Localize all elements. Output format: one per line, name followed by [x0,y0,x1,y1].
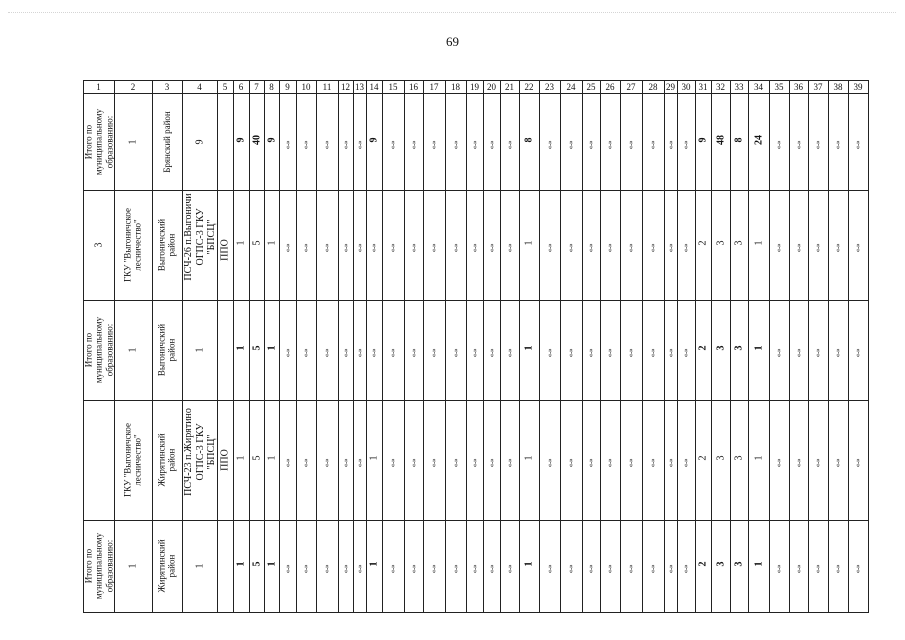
block-itogo-zhiryatino-value-18: «-» [451,564,460,574]
block-zhiryatino-unit-value-19: «-» [470,458,479,468]
column-rule [828,80,829,613]
column-rule [808,80,809,613]
block-itogo-bryansk-value-26: «-» [605,140,614,149]
block-itogo-bryansk-value-34: 24 [752,134,764,145]
column-rule [423,80,424,613]
column-header-39: 39 [853,82,863,92]
block-vygonichi-unit-value-22: 1 [523,240,535,246]
table-top-rule [83,80,869,81]
block-itogo-vygonichi-value-18: «-» [451,348,460,358]
block-itogo-zhiryatino-value-39: «-» [853,564,862,574]
column-rule [404,80,405,613]
block-itogo-zhiryatino-value-16: «-» [409,564,418,574]
block-itogo-zhiryatino-value-28: «-» [648,564,657,574]
block-vygonichi-unit-value-34: 1 [752,240,764,246]
block-vygonichi-unit-value-33: 3 [733,240,745,246]
block-vygonichi-unit-value-6: 1 [235,240,247,246]
block-itogo-bryansk-value-37: «-» [813,140,822,149]
block-itogo-vygonichi-value-34: 1 [752,345,764,351]
column-rule [500,80,501,613]
block-vygonichi-unit-value-27: «-» [626,243,635,253]
column-header-3: 3 [164,82,170,92]
column-header-17: 17 [429,82,439,92]
column-rule [848,80,849,613]
block-itogo-bryansk-value-33: 8 [733,137,745,142]
block-itogo-bryansk-value-7: 40 [250,134,262,145]
block-itogo-zhiryatino-value-10: «-» [301,564,310,574]
block-zhiryatino-unit-value-16: «-» [409,458,418,468]
block-zhiryatino-unit-value-18: «-» [451,458,460,468]
block-vygonichi-unit-value-36: «-» [794,243,803,253]
block-zhiryatino-unit-value-8: 1 [265,455,277,461]
block-itogo-bryansk-value-21: «-» [505,140,514,149]
block-vygonichi-unit-value-30: «-» [681,243,690,253]
block-zhiryatino-unit-value-10: «-» [301,458,310,468]
block-zhiryatino-unit-value-14: 1 [368,455,380,461]
block-itogo-zhiryatino-value-13: «-» [355,564,364,574]
block-itogo-vygonichi-value-11: «-» [322,348,331,358]
block-itogo-vygonichi-value-36: «-» [794,348,803,358]
block-itogo-zhiryatino-value-24: «-» [566,564,575,574]
column-header-28: 28 [648,82,658,92]
block-vygonichi-unit-value-38: «-» [833,243,842,253]
block-itogo-zhiryatino-value-22: 1 [523,561,535,567]
column-rule [279,80,280,613]
column-rule [539,80,540,613]
block-itogo-vygonichi-value-9: «-» [283,348,292,358]
block-rule [83,300,869,301]
column-rule [296,80,297,613]
block-vygonichi-unit-value-23: «-» [545,243,554,253]
block-itogo-bryansk-value-14: 9 [368,137,380,142]
column-header-37: 37 [813,82,823,92]
block-itogo-vygonichi-value-8: 1 [265,345,277,351]
column-header-6: 6 [238,82,244,92]
block-vygonichi-unit-col4: ПСЧ-26 п.Выгоничи ОГПС-3 ГКУ "БПСЦ" [182,193,217,281]
block-zhiryatino-unit-value-32: 3 [714,455,726,461]
block-zhiryatino-unit-value-20: «-» [487,458,496,468]
block-itogo-vygonichi-value-23: «-» [545,348,554,358]
block-zhiryatino-unit-value-28: «-» [648,458,657,468]
block-itogo-bryansk-value-30: «-» [681,140,690,149]
column-rule [217,80,218,613]
block-itogo-zhiryatino-value-15: «-» [388,564,397,574]
block-itogo-zhiryatino-col3: Жирятинский район [156,539,177,593]
block-zhiryatino-unit-value-30: «-» [681,458,690,468]
column-header-19: 19 [470,82,479,92]
block-vygonichi-unit-value-21: «-» [505,243,514,253]
block-itogo-zhiryatino-value-25: «-» [586,564,595,574]
block-itogo-bryansk-value-35: «-» [774,140,783,149]
block-vygonichi-unit-value-17: «-» [429,243,438,253]
block-itogo-vygonichi-value-19: «-» [470,348,479,358]
block-itogo-bryansk-value-16: «-» [409,140,418,149]
block-itogo-vygonichi-col2: 1 [127,347,139,353]
block-vygonichi-unit-value-14: «-» [369,243,378,253]
block-itogo-bryansk-value-13: «-» [355,140,364,149]
column-rule [249,80,250,613]
block-itogo-zhiryatino-value-12: «-» [341,564,350,574]
column-rule [316,80,317,613]
block-itogo-vygonichi-value-7: 5 [250,345,262,351]
block-itogo-vygonichi-value-17: «-» [429,348,438,358]
block-zhiryatino-unit-value-6: 1 [235,455,247,461]
block-zhiryatino-unit-col5: ППО [219,449,231,471]
column-header-25: 25 [586,82,596,92]
column-rule [695,80,696,613]
block-itogo-zhiryatino-value-7: 5 [250,561,262,567]
column-header-24: 24 [566,82,576,92]
block-vygonichi-unit-value-28: «-» [648,243,657,253]
block-vygonichi-unit-value-26: «-» [605,243,614,253]
column-header-33: 33 [734,82,744,92]
block-itogo-zhiryatino-value-34: 1 [752,561,764,567]
column-header-34: 34 [754,82,763,92]
block-itogo-vygonichi-value-24: «-» [566,348,575,358]
column-header-32: 32 [716,82,725,92]
column-header-23: 23 [545,82,554,92]
block-itogo-zhiryatino-value-33: 3 [733,561,745,567]
block-itogo-bryansk-value-22: 8 [523,137,535,142]
block-itogo-zhiryatino-value-32: 3 [714,561,726,567]
block-itogo-vygonichi-value-26: «-» [605,348,614,358]
block-vygonichi-unit-value-18: «-» [451,243,460,253]
block-zhiryatino-unit-value-12: «-» [341,458,350,468]
block-itogo-zhiryatino-value-23: «-» [545,564,554,574]
block-vygonichi-unit-col1: 3 [92,242,104,248]
column-rule [483,80,484,613]
block-zhiryatino-unit-value-39: «-» [853,458,862,468]
block-vygonichi-unit-value-39: «-» [853,243,862,253]
column-header-7: 7 [254,82,259,92]
block-itogo-bryansk-value-8: 9 [265,137,277,142]
block-zhiryatino-unit-value-13: «-» [355,458,364,468]
block-zhiryatino-unit-value-36: «-» [794,458,803,468]
block-vygonichi-unit-value-8: 1 [265,240,277,246]
block-itogo-bryansk-value-27: «-» [626,140,635,149]
block-itogo-bryansk-value-10: «-» [301,140,310,149]
block-itogo-vygonichi-col1: Итого по муниципальному образованию: [82,316,114,384]
column-header-29: 29 [666,82,675,92]
column-rule [353,80,354,613]
block-itogo-vygonichi-value-30: «-» [681,348,690,358]
block-vygonichi-unit-value-16: «-» [409,243,418,253]
block-zhiryatino-unit-value-25: «-» [586,458,595,468]
column-header-30: 30 [681,82,691,92]
block-zhiryatino-unit-value-11: «-» [322,458,331,468]
block-itogo-bryansk-value-6: 9 [235,137,247,142]
block-itogo-zhiryatino-value-11: «-» [322,564,331,574]
column-header-4: 4 [197,82,202,92]
block-itogo-bryansk-value-19: «-» [470,140,479,149]
block-itogo-bryansk-value-20: «-» [487,140,496,149]
block-itogo-zhiryatino-value-26: «-» [605,564,614,574]
block-itogo-zhiryatino-value-29: «-» [666,564,675,574]
block-itogo-zhiryatino-value-37: «-» [813,564,822,574]
column-header-20: 20 [487,82,496,92]
block-zhiryatino-unit-value-23: «-» [545,458,554,468]
block-itogo-vygonichi-value-25: «-» [586,348,595,358]
column-header-11: 11 [322,82,332,92]
column-rule [338,80,339,613]
column-header-12: 12 [341,82,350,92]
block-itogo-vygonichi-value-16: «-» [409,348,418,358]
block-itogo-vygonichi-value-35: «-» [774,348,783,358]
block-vygonichi-unit-value-35: «-» [774,243,783,253]
column-header-9: 9 [285,82,290,92]
block-itogo-zhiryatino-value-31: 2 [697,561,709,567]
block-itogo-vygonichi-value-20: «-» [487,348,496,358]
column-header-8: 8 [269,82,274,92]
column-rule [748,80,749,613]
block-itogo-vygonichi-value-28: «-» [648,348,657,358]
column-header-35: 35 [774,82,784,92]
column-header-36: 36 [794,82,803,92]
block-itogo-bryansk-value-31: 9 [697,137,709,142]
block-itogo-bryansk-col2: 1 [127,139,139,144]
block-itogo-bryansk-value-39: «-» [853,140,862,149]
block-itogo-zhiryatino-value-27: «-» [626,564,635,574]
column-rule [264,80,265,613]
block-itogo-bryansk-value-17: «-» [429,140,438,149]
block-itogo-zhiryatino-value-6: 1 [235,561,247,567]
block-itogo-zhiryatino-value-19: «-» [470,564,479,574]
block-vygonichi-unit-value-13: «-» [355,243,364,253]
block-vygonichi-unit-value-31: 2 [697,240,709,246]
column-rule [466,80,467,613]
block-zhiryatino-unit-value-26: «-» [605,458,614,468]
block-itogo-bryansk-value-12: «-» [341,140,350,149]
column-header-13: 13 [355,82,364,92]
block-zhiryatino-unit-value-27: «-» [626,458,635,468]
block-itogo-bryansk-value-32: 48 [714,134,726,145]
block-itogo-vygonichi-value-33: 3 [733,345,745,351]
column-rule [868,80,869,613]
block-itogo-vygonichi-value-37: «-» [813,348,822,358]
column-rule [366,80,367,613]
block-vygonichi-unit-value-11: «-» [322,243,331,253]
block-itogo-bryansk-value-38: «-» [833,140,842,149]
block-itogo-vygonichi-value-29: «-» [666,348,675,358]
block-vygonichi-unit-value-24: «-» [566,243,575,253]
block-vygonichi-unit-value-7: 5 [250,240,262,246]
column-rule [445,80,446,613]
column-header-18: 18 [451,82,460,92]
column-rule [600,80,601,613]
block-zhiryatino-unit-value-29: «-» [666,458,675,468]
block-itogo-bryansk-col1: Итого по муниципальному образованию: [82,108,114,175]
column-header-14: 14 [369,82,379,92]
block-vygonichi-unit-col2: ГКУ "Выгоничское лесничество" [122,208,143,283]
column-rule [711,80,712,613]
block-zhiryatino-unit-value-38: «-» [833,458,842,468]
block-itogo-bryansk-col3: Брянский район [161,110,172,173]
block-rule [83,400,869,401]
block-zhiryatino-unit-value-37: «-» [813,458,822,468]
block-itogo-bryansk-value-24: «-» [566,140,575,149]
block-zhiryatino-unit-col3: Жирятинский район [156,433,177,487]
block-itogo-vygonichi-col4: 1 [193,347,205,353]
block-itogo-zhiryatino-value-17: «-» [429,564,438,574]
block-itogo-zhiryatino-value-21: «-» [505,564,514,574]
block-itogo-vygonichi-value-6: 1 [235,345,247,351]
block-itogo-bryansk-value-15: «-» [388,140,397,149]
column-rule [664,80,665,613]
column-header-2: 2 [130,82,136,92]
column-rule [642,80,643,613]
block-zhiryatino-unit-value-15: «-» [388,458,397,468]
column-header-15: 15 [388,82,398,92]
column-header-38: 38 [833,82,843,92]
block-rule [83,612,869,613]
block-itogo-zhiryatino-value-38: «-» [833,564,842,574]
block-itogo-vygonichi-value-21: «-» [505,348,514,358]
block-itogo-zhiryatino-value-14: 1 [368,561,380,567]
block-itogo-vygonichi-value-22: 1 [523,345,535,351]
block-zhiryatino-unit-value-9: «-» [283,458,292,468]
column-rule [769,80,770,613]
block-itogo-vygonichi-value-31: 2 [697,345,709,351]
block-vygonichi-unit-value-37: «-» [813,243,822,253]
block-vygonichi-unit-value-19: «-» [470,243,479,253]
column-header-5: 5 [222,82,228,92]
column-rule [382,80,383,613]
block-itogo-bryansk-value-36: «-» [794,140,803,149]
block-itogo-zhiryatino-col2: 1 [127,563,139,569]
column-rule [152,80,153,613]
block-zhiryatino-unit-value-33: 3 [733,455,745,461]
column-header-31: 31 [698,82,708,92]
column-rule [519,80,520,613]
block-vygonichi-unit-value-12: «-» [341,243,350,253]
column-header-10: 10 [301,82,311,92]
block-vygonichi-unit-value-29: «-» [666,243,675,253]
block-vygonichi-unit-value-20: «-» [487,243,496,253]
block-vygonichi-unit-col3: Выгоничский район [156,218,177,272]
column-rule [730,80,731,613]
block-vygonichi-unit-value-32: 3 [714,240,726,246]
block-itogo-vygonichi-value-38: «-» [833,348,842,358]
block-rule [83,520,869,521]
column-rule [560,80,561,613]
block-zhiryatino-unit-col4: ПСЧ-23 п.Жирятино ОГПС-3 ГКУ "БПСЦ" [182,408,217,496]
block-zhiryatino-unit-value-17: «-» [429,458,438,468]
header-bottom-rule [83,93,869,94]
block-itogo-vygonichi-value-15: «-» [388,348,397,358]
column-rule [182,80,183,613]
block-itogo-bryansk-value-11: «-» [322,140,331,149]
block-vygonichi-unit-value-9: «-» [283,243,292,253]
column-header-27: 27 [626,82,636,92]
block-zhiryatino-unit-value-35: «-» [774,458,783,468]
block-itogo-vygonichi-value-39: «-» [853,348,862,358]
block-zhiryatino-unit-value-31: 2 [697,455,709,461]
block-itogo-vygonichi-col3: Выгоничский район [156,323,177,377]
block-itogo-zhiryatino-value-8: 1 [265,561,277,567]
block-vygonichi-unit-value-15: «-» [388,243,397,253]
block-itogo-bryansk-col4: 9 [193,139,205,144]
column-header-26: 26 [605,82,615,92]
block-itogo-vygonichi-value-12: «-» [341,348,350,358]
column-rule [233,80,234,613]
page-number: 69 [446,34,459,49]
block-vygonichi-unit-value-10: «-» [301,243,310,253]
block-itogo-vygonichi-value-32: 3 [714,345,726,351]
block-vygonichi-unit-col5: ППО [219,239,231,261]
block-itogo-zhiryatino-value-36: «-» [794,564,803,574]
block-zhiryatino-unit-value-24: «-» [566,458,575,468]
block-itogo-bryansk-value-23: «-» [545,140,554,149]
column-rule [677,80,678,613]
block-vygonichi-unit-value-25: «-» [586,243,595,253]
column-header-1: 1 [96,82,101,92]
block-itogo-bryansk-value-29: «-» [666,140,675,149]
block-itogo-vygonichi-value-14: «-» [369,348,378,358]
column-rule [789,80,790,613]
block-itogo-zhiryatino-col4: 1 [193,563,205,569]
block-zhiryatino-unit-value-21: «-» [505,458,514,468]
block-itogo-zhiryatino-value-20: «-» [487,564,496,574]
block-itogo-zhiryatino-value-35: «-» [774,564,783,574]
column-header-22: 22 [524,82,534,92]
block-zhiryatino-unit-value-22: 1 [523,455,535,461]
block-itogo-vygonichi-value-27: «-» [626,348,635,358]
block-itogo-bryansk-value-9: «-» [283,140,292,149]
column-header-16: 16 [409,82,418,92]
block-itogo-zhiryatino-value-30: «-» [681,564,690,574]
block-itogo-vygonichi-value-10: «-» [301,348,310,358]
column-rule [620,80,621,613]
block-itogo-zhiryatino-value-9: «-» [283,564,292,574]
block-zhiryatino-unit-col2: ГКУ "Выгоничское лесничество" [122,423,143,498]
column-rule [582,80,583,613]
block-itogo-bryansk-value-28: «-» [648,140,657,149]
block-itogo-vygonichi-value-13: «-» [355,348,364,358]
block-itogo-zhiryatino-col1: Итого по муниципальному образованию: [82,532,114,600]
block-zhiryatino-unit-value-7: 5 [250,455,262,461]
block-itogo-bryansk-value-25: «-» [586,140,595,149]
block-zhiryatino-unit-value-34: 1 [752,455,764,461]
block-itogo-bryansk-value-18: «-» [451,140,460,149]
column-header-21: 21 [505,82,514,92]
